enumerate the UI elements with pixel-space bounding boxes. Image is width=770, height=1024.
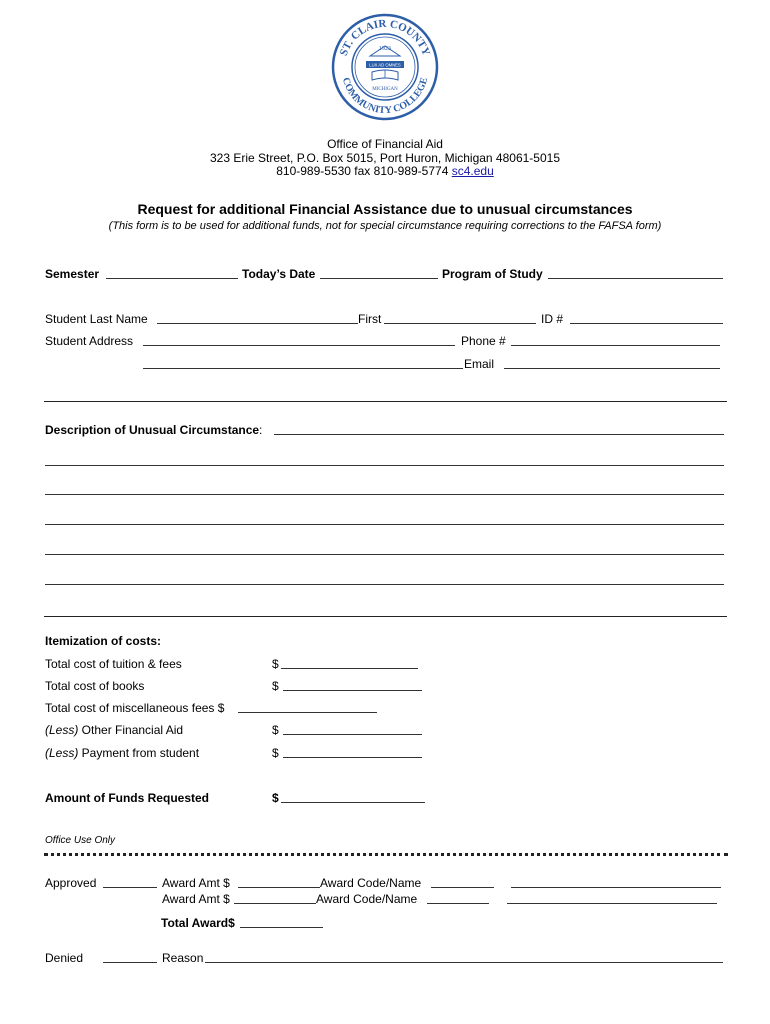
first-name-field[interactable] [384,323,536,324]
tuition-label: Total cost of tuition & fees [45,657,182,671]
amount-requested-label: Amount of Funds Requested [45,791,209,805]
office-address: 323 Erie Street, P.O. Box 5015, Port Huron, Michigan 48061-5015 [210,151,560,165]
address-field-1[interactable] [143,345,455,346]
award-code-label-2: Award Code/Name [316,892,418,906]
program-field[interactable] [548,278,723,279]
first-name-label: First [358,312,382,326]
award-code-field-1[interactable] [431,887,494,888]
form-subtitle: (This form is to be used for additional funds, not for special circumstance requiring corrections to the FAFSA form) [108,220,662,232]
award-amt-label-2: Award Amt $ [162,892,230,906]
books-label: Total cost of books [45,679,145,693]
form-title: Request for additional Financial Assistance due to unusual circumstances [137,201,633,217]
itemization-heading: Itemization of costs: [45,634,162,648]
seal-bottom-text: COMMUNITY COLLEGE [339,76,431,117]
semester-label: Semester [45,267,100,281]
award-amt-field-1[interactable] [238,887,320,888]
description-line-4[interactable] [45,524,724,525]
other-aid-label [45,723,183,737]
section-divider-1 [44,401,727,402]
award-extra-field-2[interactable] [507,903,717,904]
last-name-field[interactable] [157,323,358,324]
other-aid-text: Other Financial Aid [78,723,184,737]
other-aid-field[interactable] [283,734,422,735]
misc-fees-label: Total cost of miscellaneous fees $ [45,701,225,715]
award-amt-field-2[interactable] [234,903,316,904]
seal-banner: LUX AD OMNES [369,62,401,68]
amount-requested-field[interactable] [281,802,425,803]
reason-field[interactable] [205,962,723,963]
award-code-label-1: Award Code/Name [320,876,422,890]
total-award-field[interactable] [240,927,323,928]
website-link[interactable]: sc4.edu [451,164,494,178]
description-line-5[interactable] [45,554,724,555]
phone-fax: 810-989-5530 fax 810-989-5774 [276,164,449,178]
semester-field[interactable] [106,278,238,279]
less-italic-2: (Less) [45,746,79,760]
denied-field[interactable] [103,962,157,963]
tuition-dollar: $ [272,657,279,671]
seal-year: 1923 [379,46,391,52]
section-divider-2 [44,616,727,617]
denied-label: Denied [45,951,84,965]
last-name-label: Student Last Name [45,312,148,326]
email-label: Email [464,357,495,371]
office-name: Office of Financial Aid [327,137,443,151]
books-field[interactable] [283,690,422,691]
award-extra-field-1[interactable] [511,887,721,888]
approved-field[interactable] [103,887,157,888]
description-line-3[interactable] [45,494,724,495]
phone-field[interactable] [511,345,720,346]
address-label: Student Address [45,334,134,348]
id-label: ID # [541,312,564,326]
description-line-2[interactable] [45,465,724,466]
office-contact [0,164,770,178]
office-use-label: Office Use Only [45,835,116,846]
misc-fees-field[interactable] [238,712,377,713]
tuition-field[interactable] [281,668,418,669]
email-field[interactable] [504,368,720,369]
approved-label: Approved [45,876,97,890]
total-award-label: Total Award$ [161,916,235,930]
amount-dollar: $ [272,791,279,805]
less-italic-1: (Less) [45,723,79,737]
description-label: Description of Unusual Circumstance [45,423,260,437]
description-line-6[interactable] [45,584,724,585]
description-line-1[interactable] [274,434,724,435]
description-label-row [45,423,262,437]
award-amt-label-1: Award Amt $ [162,876,230,890]
seal-state: MICHIGAN [372,87,398,92]
college-seal-logo [330,12,440,122]
todays-date-field[interactable] [320,278,438,279]
todays-date-label: Today’s Date [242,267,316,281]
other-aid-dollar: $ [272,723,279,737]
office-use-divider [44,853,728,856]
address-field-2[interactable] [143,368,463,369]
books-dollar: $ [272,679,279,693]
payment-field[interactable] [283,757,422,758]
program-label: Program of Study [442,267,543,281]
svg-text:COMMUNITY COLLEGE [340,76,430,116]
phone-label: Phone # [461,334,506,348]
seal-top-text: ST. CLAIR COUNTY [337,17,433,58]
description-colon: : [259,423,263,437]
payment-dollar: $ [272,746,279,760]
payment-text: Payment from student [78,746,200,760]
reason-label: Reason [162,951,204,965]
id-field[interactable] [570,323,723,324]
payment-label [45,746,199,760]
award-code-field-2[interactable] [427,903,489,904]
